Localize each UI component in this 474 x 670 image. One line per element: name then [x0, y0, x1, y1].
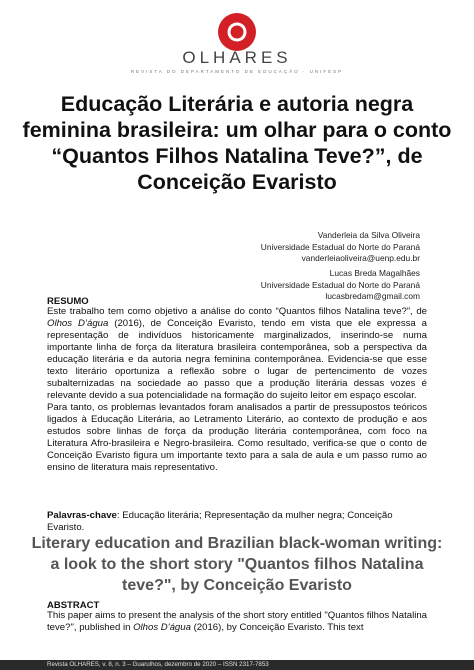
keywords-text: : Educação literária; Representação da mulher negra; Conceição Evaristo. — [47, 510, 393, 533]
author-block — [261, 268, 420, 303]
abstract-heading: ABSTRACT — [47, 600, 100, 611]
resumo-paragraph: Para tanto, os problemas levantados foram analisados a partir de pressupostos teóricos ligados à Educação Literária, ao Letramento Literário, ao contexto de produção e aos estudos sobre linhas de força da produção literária contemporânea, com foco na Literatura Afro-brasileira e Negro-brasileira. Como resultado, verifica-se que o conto de Conceição Evaristo figura um importante texto para a sala de aula e um passo rumo ao ensino de literatura mais representativo. — [47, 402, 427, 473]
author-name: Vanderleia da Silva Oliveira — [317, 230, 420, 240]
author-affiliation: Universidade Estadual do Norte do Paraná — [260, 241, 420, 252]
keywords — [47, 510, 427, 534]
author-email[interactable]: lucasbredam@gmail.com — [325, 291, 420, 301]
journal-subtitle: REVISTA DO DEPARTAMENTO DE EDUCAÇÃO · UNIFESP — [130, 69, 344, 74]
book-title: Olhos D’água — [47, 318, 109, 329]
author-affiliation: Universidade Estadual do Norte do Paraná — [260, 279, 420, 290]
resumo-text — [47, 306, 427, 474]
abstract-text: This paper aims to present the analysis of the short story entitled "Quantos filhos Natalina teve?", published in Olhos D'água (2016), by Conceição Evaristo. This text — [47, 610, 427, 633]
journal-name: OLHARES — [182, 48, 292, 67]
english-title: Literary education and Brazilian black-woman writing: a look to the short story "Quantos filhos Natalina teve?", by Conceição Evaristo — [31, 535, 443, 594]
author-email[interactable]: vanderleiaoliveira@uenp.edu.br — [301, 253, 420, 263]
resumo-heading: RESUMO — [47, 296, 89, 307]
book-title: Olhos D'água — [133, 622, 191, 633]
page-number: 80 — [416, 650, 425, 659]
keywords-label: Palavras-chave — [47, 510, 117, 521]
author-name: Lucas Breda Magalhães — [329, 268, 420, 278]
footer-citation: Revista OLHARES, v. 8, n. 3 – Guarulhos, dezembro de 2020 – ISSN 2317-7853 — [47, 661, 269, 668]
article-title: Educação Literária e autoria negra feminina brasileira: um olhar para o conto “Quantos Filhos Natalina Teve?”, de Conceição Evaristo — [22, 92, 452, 194]
resumo-paragraph: Este trabalho tem como objetivo a análise do conto “Quantos filhos Natalina teve?”, de Olhos D’água (2016), de Conceição Evaristo, tendo em vista que ele expressa a representação de indivíduos historicamente marginalizados, inserindo-se numa importante linha de força da literatura brasileira contemporânea, sob a perspectiva da educação literária e da autoria negra feminina contemporânea. Evidencia-se que esse texto literário oportuniza a reflexão sobre o lugar de pertencimento de vozes subalternizadas na sociedade ao passo que a produção literária dessas vozes é relevante devido a sua potencialidade na formação do sujeito leitor em espaço escolar. — [47, 306, 427, 401]
author-block — [261, 230, 420, 265]
